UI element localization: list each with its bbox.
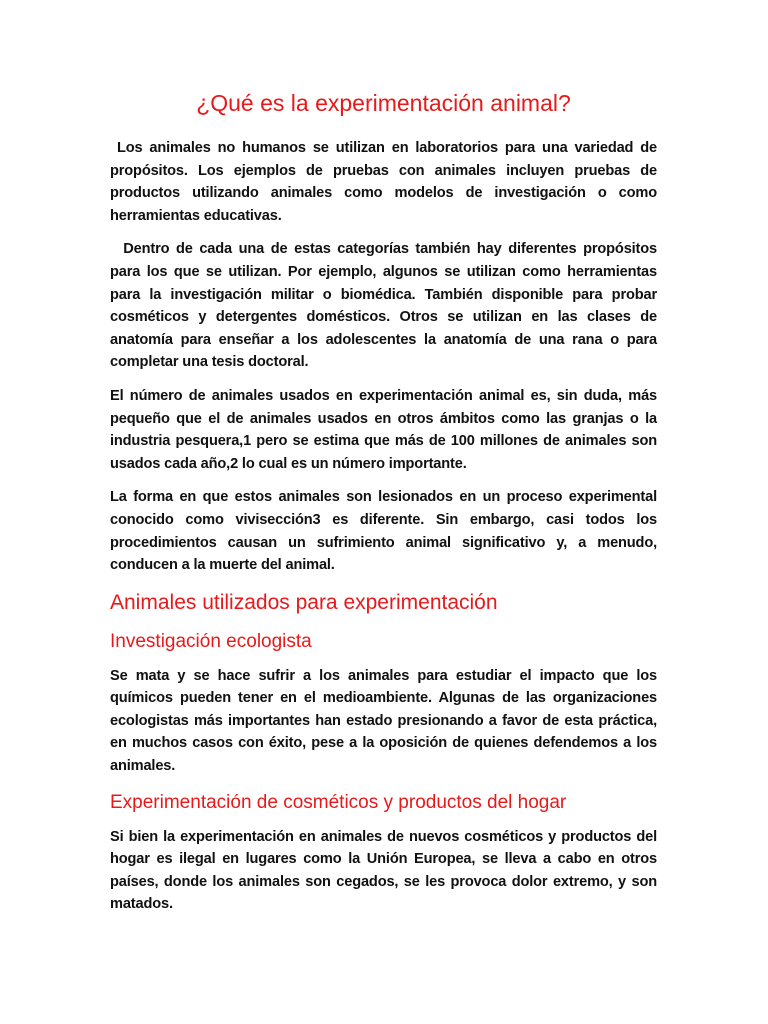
section-heading: Animales utilizados para experimentación <box>110 590 498 614</box>
document-page <box>110 88 661 927</box>
subsection-heading-cosmetics: Experimentación de cosméticos y productos del hogar <box>110 791 567 813</box>
document-title: ¿Qué es la experimentación animal? <box>196 90 571 116</box>
intro-paragraph-3: El número de animales usados en experimentación animal es, sin duda, más pequeño que el de animales usados en otros ámbitos como las granjas o la industria pesquera,1 pero se estima que más de 100 millones de animales son usados cada año,2 lo cual es un número importante. <box>110 387 657 472</box>
subsection-paragraph-cosmetics: Si bien la experimentación en animales de nuevos cosméticos y productos del hogar es ilegal en lugares como la Unión Europea, se lleva a cabo en otros países, donde los animales son cegados, se les provoca dolor extremo, y son matados. <box>110 828 657 913</box>
subsection-heading-ecology: Investigación ecologista <box>110 630 312 652</box>
intro-paragraph-2: Dentro de cada una de estas categorías también hay diferentes propósitos para los que se utilizan. Por ejemplo, algunos se utilizan como herramientas para la investigación militar o biomédica. También disponible para probar cosméticos y detergentes domésticos. Otros se utilizan en las clases de anatomía para enseñar a los adolescentes la anatomía de una rana o para completar una tesis doctoral. <box>110 241 661 371</box>
subsection-paragraph-ecology: Se mata y se hace sufrir a los animales para estudiar el impacto que los químicos pueden tener en el medioambiente. Algunas de las organizaciones ecologistas más importantes han estado presionando a favor de esta práctica, en muchos casos con éxito, pese a la oposición de quienes defendemos a los animales. <box>110 667 657 775</box>
intro-paragraph-4: La forma en que estos animales son lesionados en un proceso experimental conocido como vivisección3 es diferente. Sin embargo, casi todos los procedimientos causan un sufrimiento animal significativo y, a menudo, conducen a la muerte del animal. <box>110 489 657 574</box>
intro-paragraph-1: Los animales no humanos se utilizan en laboratorios para una variedad de propósitos. Los ejemplos de pruebas con animales incluyen pruebas de productos utilizando animales como modelos de investigación o como herramientas educativas. <box>110 140 661 224</box>
